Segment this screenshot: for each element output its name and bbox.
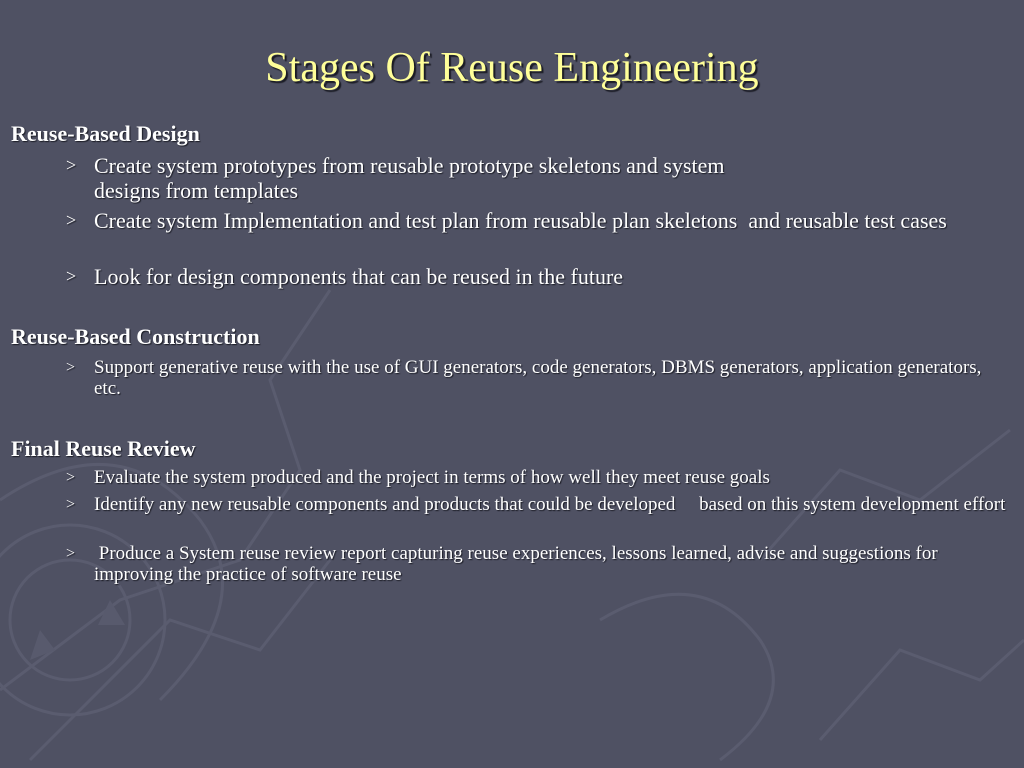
bullet-item bbox=[66, 357, 1011, 399]
bullet-text: Create system prototypes from reusable prototype skeletons and system designs from templates bbox=[94, 153, 725, 203]
bullet-arrow-icon: > bbox=[66, 155, 77, 175]
bullet-text: Support generative reuse with the use of GUI generators, code generators, DBMS generators, application generators, etc. bbox=[94, 357, 987, 399]
bullet-text: Evaluate the system produced and the project in terms of how well they meet reuse goals bbox=[94, 467, 770, 488]
bullet-item bbox=[66, 543, 1011, 585]
bullet-arrow-icon: > bbox=[66, 266, 77, 286]
bullet-item bbox=[66, 208, 1011, 233]
bullet-item bbox=[66, 264, 1011, 289]
bullet-text: Identify any new reusable components and products that could be developed based on this system development effort bbox=[94, 494, 1006, 515]
bullet-text: Produce a System reuse review report capturing reuse experiences, lessons learned, advise and suggestions for improving the practice of software reuse bbox=[94, 543, 943, 585]
bullet-arrow-icon: > bbox=[66, 545, 76, 562]
bullet-item bbox=[66, 494, 1011, 515]
bullet-text: Look for design components that can be reused in the future bbox=[94, 264, 624, 289]
section-heading-reuse-based-construction: Reuse-Based Construction bbox=[11, 324, 260, 349]
bullet-item bbox=[66, 467, 1011, 488]
bullet-text: Create system Implementation and test plan from reusable plan skeletons and reusable test cases bbox=[94, 208, 947, 233]
bullet-arrow-icon: > bbox=[66, 359, 76, 376]
bullet-arrow-icon: > bbox=[66, 210, 77, 230]
section-heading-reuse-based-design: Reuse-Based Design bbox=[11, 121, 200, 146]
section-heading-final-reuse-review: Final Reuse Review bbox=[11, 436, 196, 461]
slide-title: Stages Of Reuse Engineering bbox=[265, 45, 759, 91]
bullet-arrow-icon: > bbox=[66, 469, 76, 486]
bullet-item bbox=[66, 153, 1011, 203]
bullet-arrow-icon: > bbox=[66, 496, 76, 513]
